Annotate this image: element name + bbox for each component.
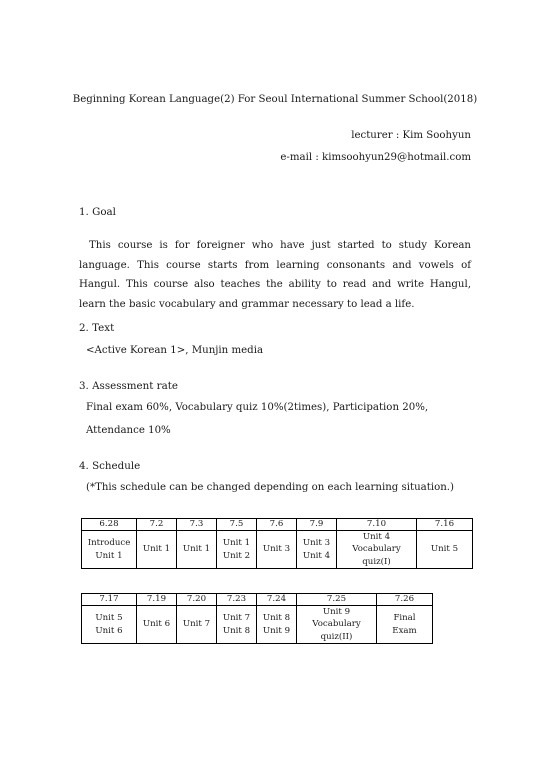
unit-cell <box>377 606 433 644</box>
unit-text: Unit 9 Vocabulary quiz(II) <box>312 607 361 642</box>
assessment-heading: 3. Assessment rate <box>79 380 178 392</box>
date-cell: 7.19 <box>137 594 177 606</box>
document-title: Beginning Korean Language(2) For Seoul International Summer School(2018) <box>72 94 478 105</box>
goal-paragraph <box>79 236 471 315</box>
date-cell: 7.16 <box>417 519 473 531</box>
unit-cell <box>257 606 297 644</box>
date-cell: 7.3 <box>177 519 217 531</box>
date-cell: 7.2 <box>137 519 177 531</box>
date-cell: 7.5 <box>217 519 257 531</box>
unit-text: Unit 1 <box>142 544 171 555</box>
unit-text: Unit 6 <box>142 619 171 630</box>
unit-text: Final Exam <box>392 613 417 636</box>
unit-cell <box>297 606 377 644</box>
unit-text: Unit 8 Unit 9 <box>262 613 291 636</box>
goal-heading: 1. Goal <box>79 206 116 218</box>
table-row <box>82 531 473 569</box>
unit-cell <box>297 531 337 569</box>
unit-cell <box>337 531 417 569</box>
lecturer-line: lecturer : Kim Soohyun <box>351 130 471 141</box>
unit-text: Unit 5 Unit 6 <box>95 613 123 636</box>
unit-cell <box>82 531 137 569</box>
unit-text: Unit 5 <box>430 544 459 555</box>
unit-text: Unit 1 <box>182 544 211 555</box>
text-body: <Active Korean 1>, Munjin media <box>86 345 264 356</box>
date-cell: 7.9 <box>297 519 337 531</box>
email-line: e-mail : kimsoohyun29@hotmail.com <box>280 152 471 163</box>
schedule-note: (*This schedule can be changed depending on each learning situation.) <box>86 482 455 493</box>
assessment-line-2: Attendance 10% <box>86 425 171 436</box>
goal-text: This course is for foreigner who have just started to study Korean language. This course starts from learning consonants and vowels of Hangul. This course also teaches the ability to read and write Hangul, learn the basic vocabulary and grammar necessary to lead a life. <box>79 240 471 311</box>
unit-text: Unit 7 <box>182 619 211 630</box>
unit-cell <box>177 531 217 569</box>
unit-cell <box>137 606 177 644</box>
unit-text: Unit 3 <box>262 544 291 555</box>
unit-cell <box>82 606 137 644</box>
unit-cell <box>417 531 473 569</box>
date-cell: 6.28 <box>82 519 137 531</box>
date-cell: 7.26 <box>377 594 433 606</box>
text-heading: 2. Text <box>79 322 115 334</box>
unit-cell <box>217 606 257 644</box>
schedule-table-2 <box>81 593 433 644</box>
date-cell: 7.20 <box>177 594 217 606</box>
date-cell: 7.23 <box>217 594 257 606</box>
unit-text: Unit 7 Unit 8 <box>222 613 251 636</box>
date-cell: 7.24 <box>257 594 297 606</box>
unit-text: Unit 4 Vocabulary quiz(I) <box>352 532 401 567</box>
unit-text: Introduce Unit 1 <box>87 538 131 561</box>
date-cell: 7.17 <box>82 594 137 606</box>
table-row <box>82 519 473 531</box>
unit-cell <box>217 531 257 569</box>
unit-text: Unit 1 Unit 2 <box>222 538 251 561</box>
date-cell: 7.25 <box>297 594 377 606</box>
table-row <box>82 606 433 644</box>
schedule-table-1 <box>81 518 473 569</box>
date-cell: 7.6 <box>257 519 297 531</box>
date-cell: 7.10 <box>337 519 417 531</box>
unit-cell <box>137 531 177 569</box>
table-row <box>82 594 433 606</box>
unit-cell <box>257 531 297 569</box>
assessment-line-1: Final exam 60%, Vocabulary quiz 10%(2times), Participation 20%, <box>86 402 429 413</box>
unit-cell <box>177 606 217 644</box>
schedule-heading: 4. Schedule <box>79 460 141 472</box>
unit-text: Unit 3 Unit 4 <box>302 538 331 561</box>
